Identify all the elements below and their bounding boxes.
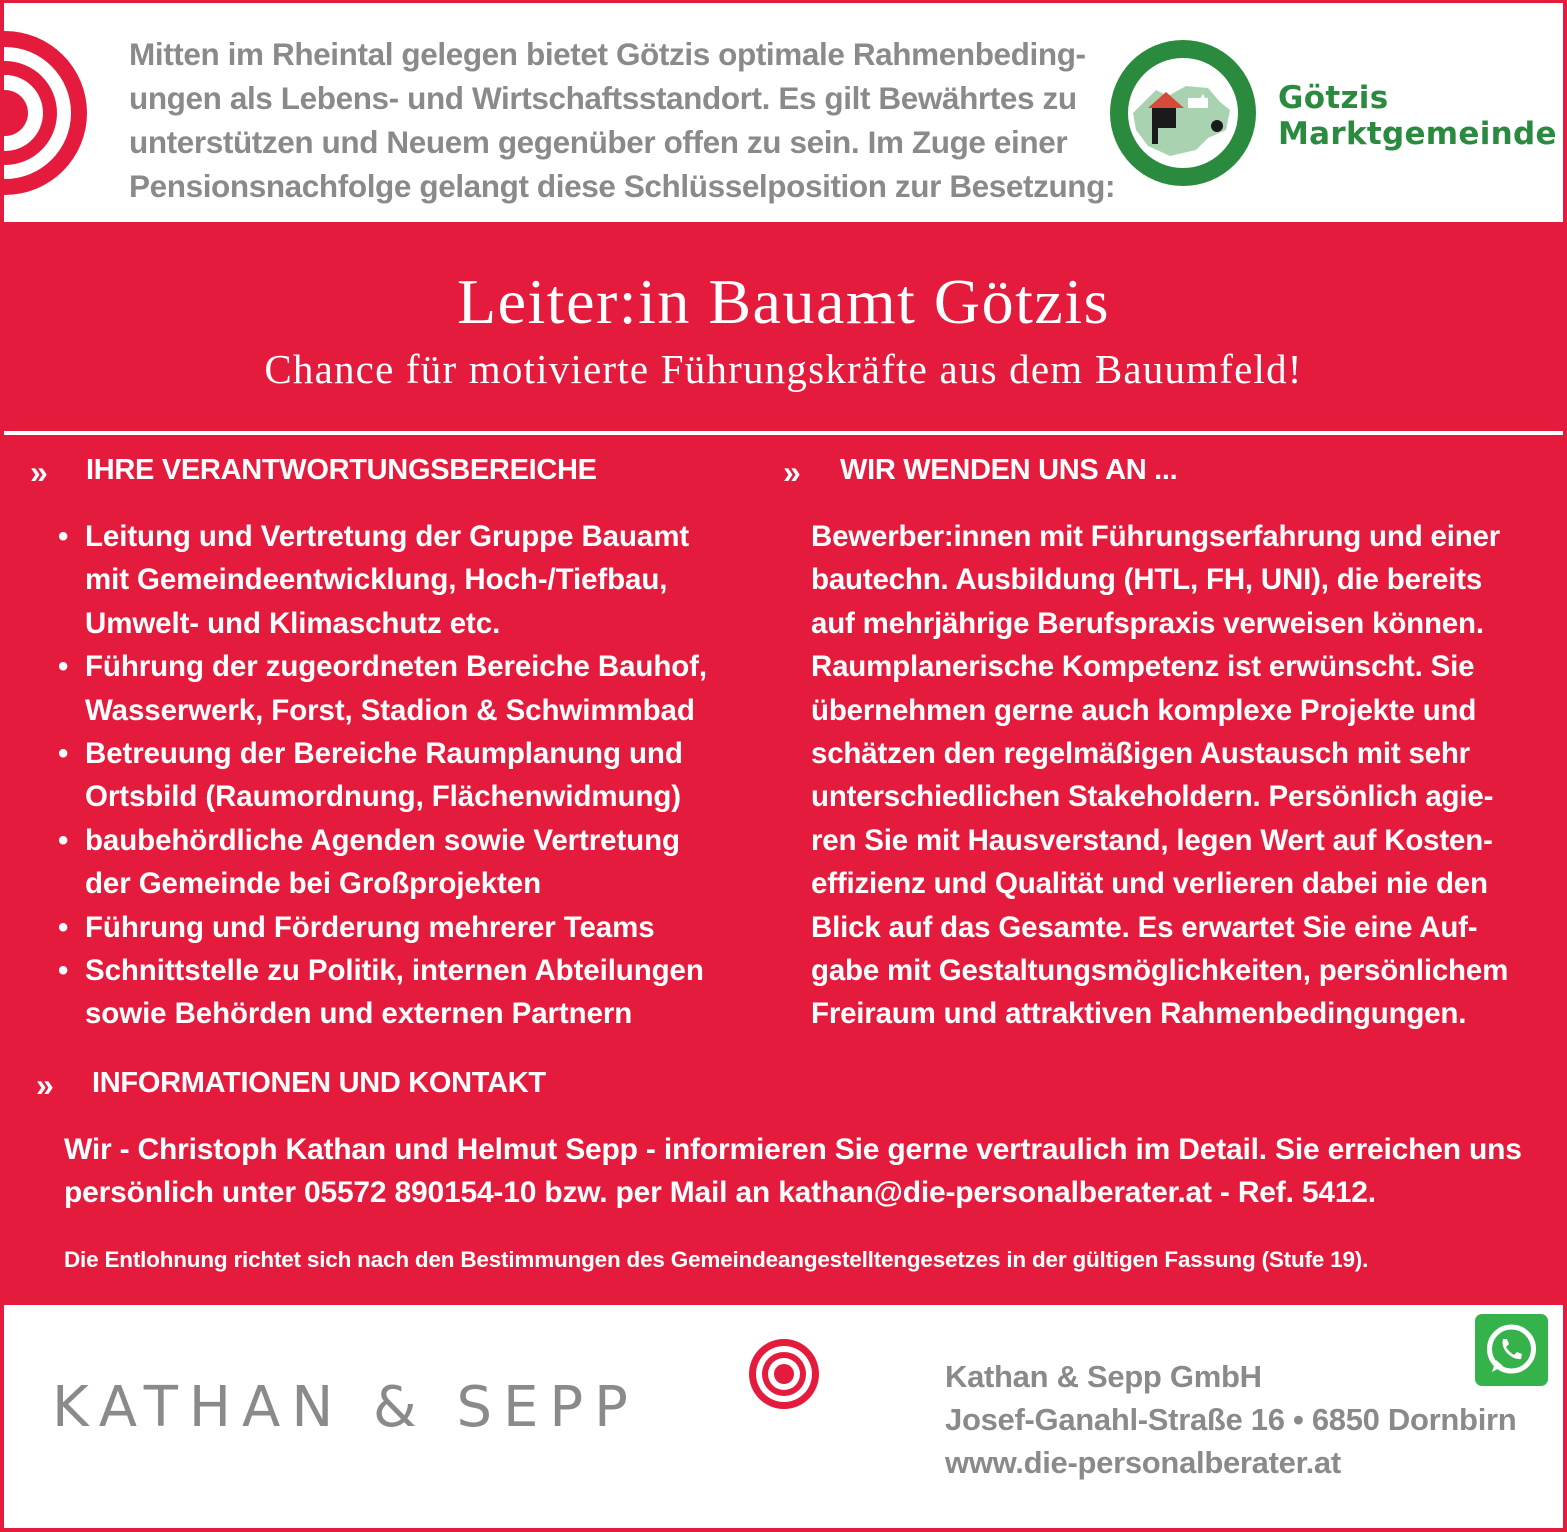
audience-heading: WIR WENDEN UNS AN ... [840, 454, 1178, 486]
company-website-link[interactable]: www.die-personalberater.at [945, 1445, 1341, 1480]
intro-text: Mitten im Rheintal gelegen bietet Götzis optimale Rahmenbeding- ungen als Lebens- und Wirtschaftsstandort. Es gilt Bewährtes zu unterstützen und Neuem gegenüber offen zu sein. Im Zuge einer Pensionsnachfolge gelangt diese Schlüsselposition zur Besetzung: [129, 36, 1116, 204]
job-title: Leiter:in Bauamt Götzis [457, 266, 1110, 337]
chevron-icon: » [36, 1067, 50, 1103]
list-item: • baubehördliche Agenden sowie Vertretung der Gemeinde bei Großprojekten [58, 819, 778, 906]
bullet-icon: • [58, 823, 69, 857]
contact-heading: INFORMATIONEN UND KONTAKT [92, 1067, 546, 1099]
list-item: • Führung der zugeordneten Bereiche Bauhof, Wasserwerk, Forst, Stadion & Schwimmbad [58, 645, 778, 732]
bullet-icon: • [58, 954, 69, 988]
bullet-icon: • [58, 520, 69, 553]
audience-text: Bewerber:innen mit Führungserfahrung und einer bautechn. Ausbildung (HTL, FH, UNI), die bereits auf mehrjährige Berufspraxis verweisen können. Raumplanerische Kompetenz ist erwünscht. Sie übernehmen gerne auch komplexe Projekte und schätzen den regelmäßigen Austausch mit sehr unterschiedlichen Stakeholdern. Persönlich agie- ren Sie mit Hausverstand, legen Wert auf Kosten- effizienz und Qualität und verlieren dabei nie den Blick auf das Gesamte. Es erwartet Sie eine Auf- gabe mit Gestaltungsmöglichkeiten, persönlichem Freiraum und attraktiven Rahmenbedingungen. [811, 520, 1509, 1031]
municipality-name: Götzis [1278, 80, 1389, 116]
bullet-icon: • [58, 910, 69, 944]
company-street: Josef-Ganahl-Straße 16 • 6850 Dornbirn [945, 1402, 1517, 1437]
list-item: • Betreuung der Bereiche Raumplanung und Ortsbild (Raumordnung, Flächenwidmung) [58, 732, 778, 819]
company-name: Kathan & Sepp GmbH [945, 1359, 1262, 1394]
company-brand-logo: KATHAN & SEPP [52, 1375, 639, 1440]
list-item: • Leitung und Vertretung der Gruppe Bauamt mit Gemeindeentwicklung, Hoch-/Tiefbau, Umwelt- und Klimaschutz etc. [58, 515, 778, 645]
salary-note: Die Entlohnung richtet sich nach den Bestimmungen des Gemeindeangestelltengesetzes in der gültigen Fassung (Stufe 19). [64, 1247, 1369, 1272]
bullet-icon: • [58, 737, 69, 771]
chevron-icon: » [30, 454, 44, 490]
responsibilities-heading: IHRE VERANTWORTUNGSBEREICHE [86, 454, 597, 486]
list-item: • Führung und Förderung mehrerer Teams [58, 906, 778, 949]
municipality-type: Marktgemeinde [1278, 116, 1557, 152]
list-item: • Schnittstelle zu Politik, internen Abteilungen sowie Behörden und externen Partnern [58, 949, 778, 1036]
chevron-icon: » [783, 454, 797, 490]
job-subtitle: Chance für motivierte Führungskräfte aus dem Bauumfeld! [264, 346, 1303, 392]
contact-text: Wir - Christoph Kathan und Helmut Sepp - informieren Sie gerne vertraulich im Detail. Sie erreichen uns persönlich unter 05572 890154-10 bzw. per Mail an kathan@die-personalberater.at - Ref. 5412. [64, 1133, 1522, 1209]
bullet-icon: • [58, 650, 69, 684]
